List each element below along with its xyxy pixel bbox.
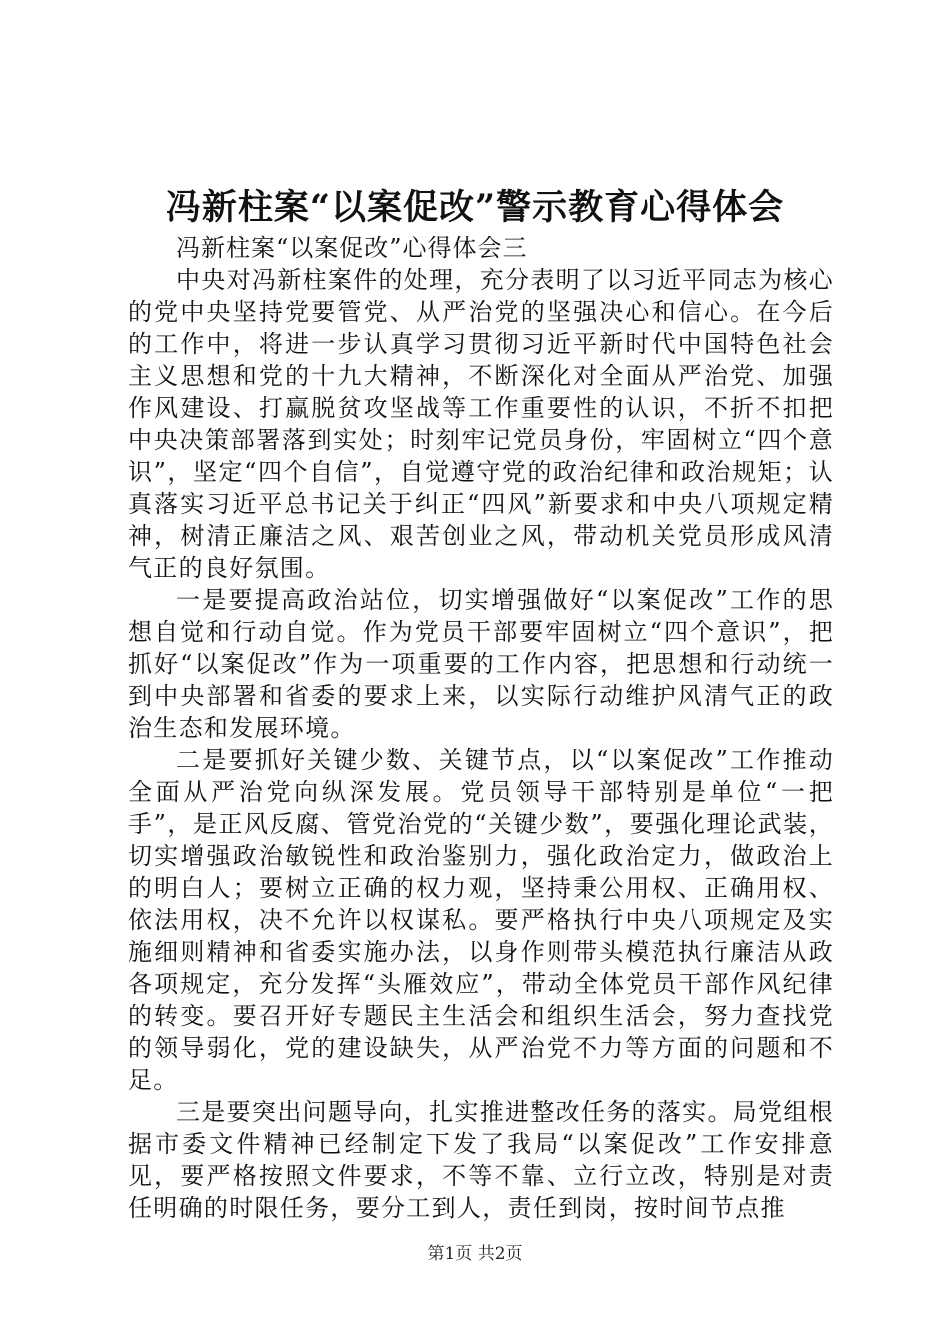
document-body [128,232,834,1224]
paragraph: 三是要突出问题导向，扎实推进整改任务的落实。局党组根据市委文件精神已经制定下发了我局“以案促改”工作安排意见，要严格按照文件要求，不等不靠、立行立改，特别是对责任明确的时限任务，要分工到人，责任到岗，按时间节点推 [128,1098,834,1222]
paragraph: 二是要抓好关键少数、关键节点，以“以案促改”工作推动全面从严治党向纵深发展。党员领导干部特别是单位“一把手”，是正风反腐、管党治党的“关键少数”，要强化理论武装，切实增强政治敏锐性和政治鉴别力，强化政治定力，做政治上的明白人；要树立正确的权力观，坚持秉公用权、正确用权、依法用权，决不允许以权谋私。要严格执行中央八项规定及实施细则精神和省委实施办法，以身作则带头模范执行廉洁从政各项规定，充分发挥“头雁效应”，带动全体党员干部作风纪律的转变。要召开好专题民主生活会和组织生活会，努力查找党的领导弱化，党的建设缺失，从严治党不力等方面的问题和不足。 [128,746,834,1094]
paragraph: 中央对冯新柱案件的处理，充分表明了以习近平同志为核心的党中央坚持党要管党、从严治党的坚强决心和信心。在今后的工作中，将进一步认真学习贯彻习近平新时代中国特色社会主义思想和党的十九大精神，不断深化对全面从严治党、加强作风建设、打赢脱贫攻坚战等工作重要性的认识，不折不扣把中央决策部署落到实处；时刻牢记党员身份，牢固树立“四个意识”，坚定“四个自信”，自觉遵守党的政治纪律和政治规矩；认真落实习近平总书记关于纠正“四风”新要求和中央八项规定精神，树清正廉洁之风、艰苦创业之风，带动机关党员形成风清气正的良好氛围。 [128,266,834,582]
document-title: 冯新柱案“以案促改”警示教育心得体会 [165,187,785,228]
paragraph: 一是要提高政治站位，切实增强做好“以案促改”工作的思想自觉和行动自觉。作为党员干部要牢固树立“四个意识”，把抓好“以案促改”作为一项重要的工作内容，把思想和行动统一到中央部署和省委的要求上来，以实际行动维护风清气正的政治生态和发展环境。 [128,586,834,742]
document-subtitle: 冯新柱案“以案促改”心得体会三 [176,234,528,262]
page-number-footer: 第1页 共2页 [427,1244,523,1264]
